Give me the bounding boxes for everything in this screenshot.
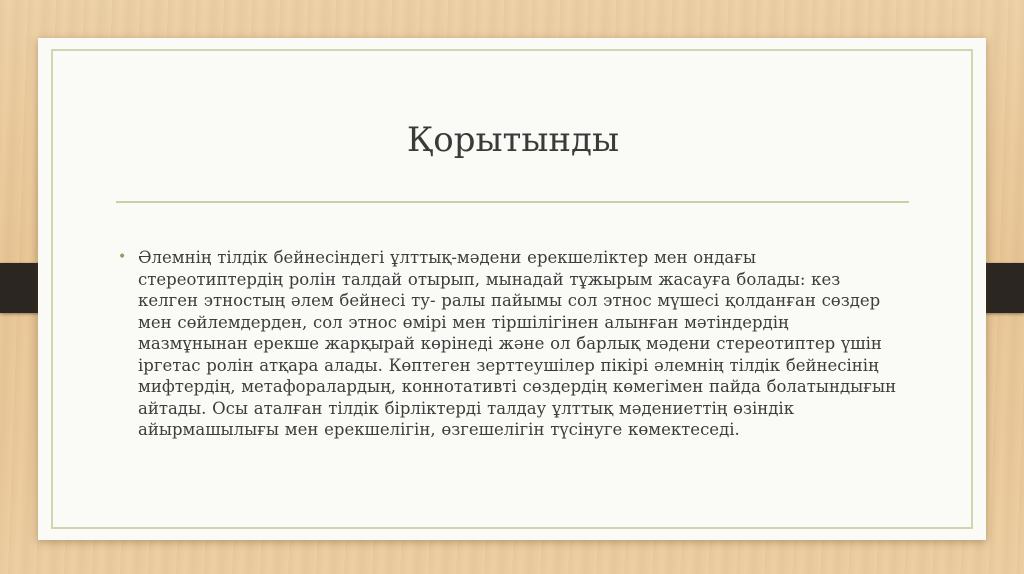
slide-title: Қорытынды — [406, 120, 620, 160]
bullet-text: Әлемнің тілдік бейнесіндегі ұлттық-мәдени ерекшеліктер мен ондағы стереотиптердің ролін талдай отырып, мынадай тұжырым жасауға болады: кез келген этностың әлем бейнесі ту- ралы пайымы сол этнос мүшесі қолданған сөздер мен сөйлемдерден, сол этнос өмірі мен тіршілігінен алынған мәтіндердің мазмұнынан ерекше жарқырай көрінеді және ол барлық мәдени стереотиптер үшін іргетас ролін атқара алады. Көптеген зерттеушілер пікірі әлемнің тілдік бейнесінің мифтердің, метафоралардың, коннотативті сөздердің көмегімен пайда болатындығын айтады. Осы аталған тілдік бірліктерді талдау ұлттық мәдениеттің өзіндік айырмашылығы мен ерекшелігін, өзгешелігін түсінуге көмектеседі. — [138, 248, 897, 439]
title-divider — [116, 201, 909, 203]
bullet-icon: • — [118, 249, 127, 265]
slide-paper — [38, 38, 986, 540]
bullet-item — [118, 247, 898, 441]
slide-content — [118, 247, 898, 441]
